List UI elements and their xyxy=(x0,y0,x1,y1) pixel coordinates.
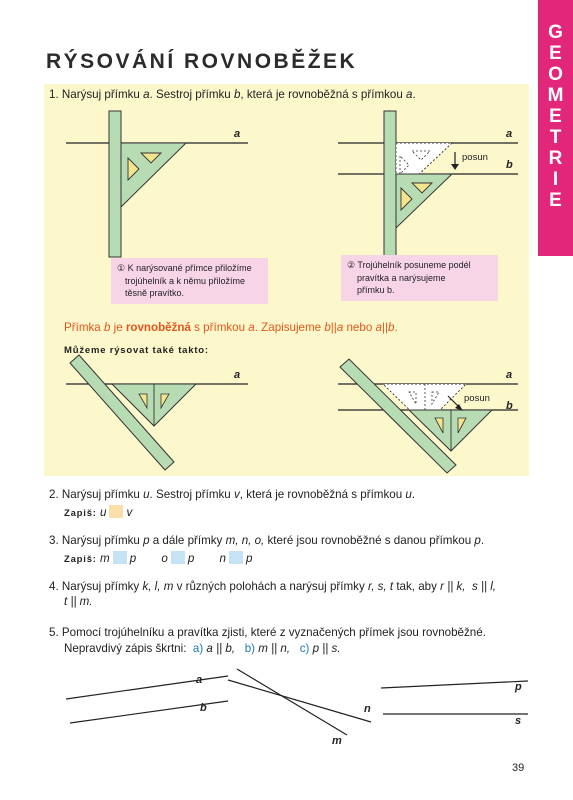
fig4-posun-label: posun xyxy=(464,393,490,404)
fig4-label-a: a xyxy=(506,369,513,381)
line-label-m: m xyxy=(332,735,342,747)
figure-2-construction xyxy=(338,111,518,257)
fig2-posun-label: posun xyxy=(462,152,488,163)
page-title: RÝSOVÁNÍ ROVNOBĚŽEK xyxy=(46,50,358,73)
tab-letter: R xyxy=(548,148,563,169)
line-label-a: a xyxy=(196,674,203,686)
page-number: 39 xyxy=(512,762,525,774)
note-step-1-line-2: trojúhelník a k němu přiložíme xyxy=(125,275,246,286)
note-step-2-line-2: pravítka a narýsujeme xyxy=(357,272,446,283)
task-2-text: 2. Narýsuj přímku u. Sestroj přímku v, která je rovnoběžná s přímkou u. xyxy=(49,488,416,501)
task-3-text: 3. Narýsuj přímku p a dále přímky m, n, o, které jsou rovnoběžné s danou přímkou p. xyxy=(49,534,485,547)
figure-1-construction xyxy=(66,111,248,257)
line-label-s: s xyxy=(515,715,522,727)
ruler-fig1 xyxy=(109,111,121,257)
line-label-b: b xyxy=(200,702,207,714)
note-step-1-line-1: ① K narýsované přímce přiložíme xyxy=(117,263,252,273)
line-label-n: n xyxy=(364,703,371,715)
fig3-label-a: a xyxy=(234,369,241,381)
tab-letter: E xyxy=(549,190,562,211)
tab-letter: T xyxy=(549,127,562,148)
task-5-options: Nepravdivý zápis škrtni: a) a || b, b) m || n, c) p || s. xyxy=(64,642,341,655)
fig2-label-a: a xyxy=(506,128,513,140)
figure-4-construction xyxy=(338,359,518,473)
fig2-label-b: b xyxy=(506,159,513,171)
line-n xyxy=(228,680,371,722)
note-step-1 xyxy=(111,258,268,304)
line-m xyxy=(237,669,347,735)
answer-box[interactable] xyxy=(109,505,123,518)
note-step-2-line-3: přímku b. xyxy=(357,285,395,295)
note-step-1-line-3: těsně pravítko. xyxy=(125,288,185,298)
tab-letter: E xyxy=(549,43,562,64)
task-2-answer: Zapiš: u v xyxy=(64,506,133,519)
answer-box[interactable] xyxy=(229,551,243,564)
task-4-text-cont: t || m. xyxy=(64,595,93,608)
task-3-answer: Zapiš: m p o p n p xyxy=(64,552,253,565)
line-p xyxy=(381,681,528,688)
figure-3-construction xyxy=(66,355,248,470)
tab-letter: G xyxy=(548,22,563,43)
tab-letter: I xyxy=(552,169,559,190)
tab-letter: E xyxy=(549,106,562,127)
line-a xyxy=(66,676,228,699)
tab-letter: O xyxy=(548,64,563,85)
answer-box[interactable] xyxy=(113,551,127,564)
answer-box[interactable] xyxy=(171,551,185,564)
parallel-statement: Přímka b je rovnoběžná s přímkou a. Zapisujeme b||a nebo a||b. xyxy=(64,321,398,334)
task-5-text: 5. Pomocí trojúhelníku a pravítka zjisti, které z vyznačených přímek jsou rovnoběžné. xyxy=(49,626,486,639)
fig4-label-b: b xyxy=(506,400,513,412)
task-5-lines xyxy=(66,669,528,735)
note-step-2-line-1: ② Trojúhelník posuneme podél xyxy=(347,260,471,270)
line-label-p: p xyxy=(515,681,522,693)
fig1-label-a: a xyxy=(234,128,241,140)
task-1-text: 1. Narýsuj přímku a. Sestroj přímku b, která je rovnoběžná s přímkou a. xyxy=(49,88,416,101)
note-step-2 xyxy=(341,255,498,301)
tab-letter: M xyxy=(547,85,564,106)
alternative-method-heading: Můžeme rýsovat také takto: xyxy=(64,345,209,356)
task-4-text: 4. Narýsuj přímky k, l, m v různých polohách a narýsuj přímky r, s, t tak, aby r || k, s || l, xyxy=(49,580,497,593)
